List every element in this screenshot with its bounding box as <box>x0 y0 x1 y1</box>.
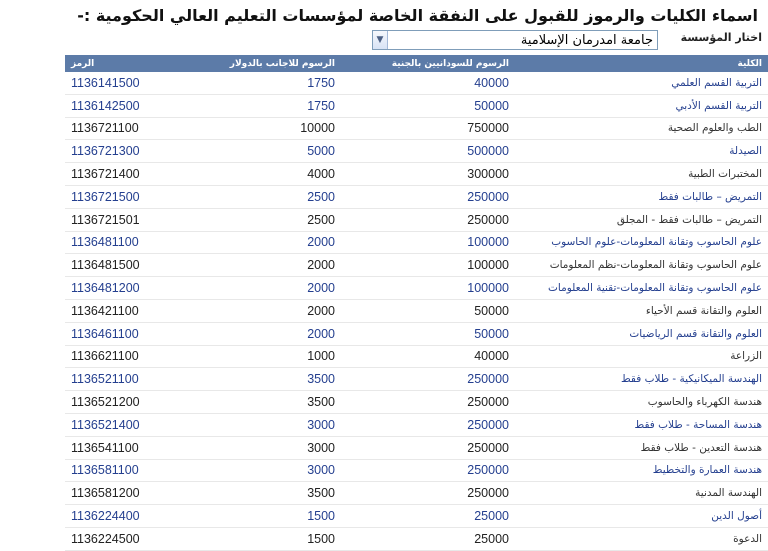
page-title: اسماء الكليات والرموز للقبول على النفقة الخاصة لمؤسسات التعليم العالي الحكومية :- <box>77 6 758 25</box>
table-row <box>65 185 768 208</box>
cell-faculty: هندسة المساحة - طلاب فقط <box>515 413 768 436</box>
cell-faculty: علوم الحاسوب وتقانة المعلومات-تقنية المعلومات <box>515 277 768 300</box>
cell-fee-usd: 3500 <box>197 482 341 505</box>
table-row <box>65 72 768 94</box>
cell-fee-sdg: 300000 <box>341 163 515 186</box>
cell-fee-usd: 3000 <box>197 459 341 482</box>
table-row <box>65 322 768 345</box>
cell-faculty: هندسة التعدين - طلاب فقط <box>515 436 768 459</box>
table-row <box>65 231 768 254</box>
cell-faculty: المختبرات الطبية <box>515 163 768 186</box>
cell-faculty: التربية القسم الأدبي <box>515 94 768 117</box>
cell-fee-usd: 1000 <box>197 345 341 368</box>
cell-fee-sdg: 250000 <box>341 185 515 208</box>
cell-faculty: التمريض – طالبات فقط <box>515 185 768 208</box>
cell-code: 1136481500 <box>65 254 197 277</box>
institution-selector-row <box>0 30 764 52</box>
cell-code: 1136521100 <box>65 368 197 391</box>
cell-fee-sdg: 750000 <box>341 117 515 140</box>
table-row <box>65 459 768 482</box>
cell-code: 1136721501 <box>65 208 197 231</box>
table-row <box>65 163 768 186</box>
cell-fee-usd: 2500 <box>197 208 341 231</box>
table-row <box>65 391 768 414</box>
cell-fee-sdg: 50000 <box>341 322 515 345</box>
cell-faculty: أصول الدين <box>515 505 768 528</box>
table-row <box>65 345 768 368</box>
table-row <box>65 299 768 322</box>
cell-faculty: الهندسة المدنية <box>515 482 768 505</box>
institution-label: اختار المؤسسة <box>680 31 762 44</box>
cell-faculty: الصيدلة <box>515 140 768 163</box>
cell-code: 1136521200 <box>65 391 197 414</box>
table-row <box>65 277 768 300</box>
cell-faculty: هندسة الكهرباء والحاسوب <box>515 391 768 414</box>
cell-fee-sdg: 100000 <box>341 231 515 254</box>
header-code: الرمز <box>65 55 197 72</box>
cell-code: 1136621100 <box>65 345 197 368</box>
table-header-row <box>65 55 768 72</box>
cell-faculty: هندسة العمارة والتخطيط <box>515 459 768 482</box>
cell-code: 1136481100 <box>65 231 197 254</box>
cell-fee-sdg: 250000 <box>341 368 515 391</box>
cell-fee-usd: 5000 <box>197 140 341 163</box>
cell-fee-usd: 1500 <box>197 527 341 550</box>
cell-faculty: الطب والعلوم الصحية <box>515 117 768 140</box>
chevron-down-icon[interactable]: ▼ <box>373 31 388 49</box>
cell-fee-usd: 1750 <box>197 72 341 94</box>
table-row <box>65 505 768 528</box>
cell-code: 1136224500 <box>65 527 197 550</box>
table-row <box>65 140 768 163</box>
cell-fee-sdg: 250000 <box>341 459 515 482</box>
institution-selected-value: جامعة امدرمان الإسلامية <box>520 33 653 48</box>
cell-fee-usd: 3500 <box>197 368 341 391</box>
table-row <box>65 413 768 436</box>
cell-code: 1136721400 <box>65 163 197 186</box>
cell-fee-sdg: 50000 <box>341 94 515 117</box>
cell-fee-usd: 3000 <box>197 436 341 459</box>
cell-fee-sdg: 500000 <box>341 140 515 163</box>
cell-fee-usd: 4000 <box>197 163 341 186</box>
cell-fee-sdg: 250000 <box>341 482 515 505</box>
table-row <box>65 208 768 231</box>
cell-fee-usd: 3500 <box>197 391 341 414</box>
cell-code: 1136142500 <box>65 94 197 117</box>
cell-fee-usd: 10000 <box>197 117 341 140</box>
cell-code: 1136541100 <box>65 436 197 459</box>
cell-faculty: التمريض – طالبات فقط - المجلق <box>515 208 768 231</box>
cell-fee-sdg: 50000 <box>341 299 515 322</box>
cell-code: 1136581200 <box>65 482 197 505</box>
cell-fee-sdg: 25000 <box>341 527 515 550</box>
cell-code: 1136521400 <box>65 413 197 436</box>
cell-faculty: الزراعة <box>515 345 768 368</box>
cell-faculty: علوم الحاسوب وتقانة المعلومات-علوم الحاسوب <box>515 231 768 254</box>
table-row <box>65 368 768 391</box>
table-row <box>65 482 768 505</box>
cell-fee-usd: 2000 <box>197 231 341 254</box>
cell-code: 1136421100 <box>65 299 197 322</box>
cell-fee-usd: 3000 <box>197 413 341 436</box>
cell-faculty: علوم الحاسوب وتقانة المعلومات-نظم المعلومات <box>515 254 768 277</box>
table-row <box>65 436 768 459</box>
cell-fee-sdg: 250000 <box>341 391 515 414</box>
cell-code: 1136224400 <box>65 505 197 528</box>
cell-fee-sdg: 100000 <box>341 254 515 277</box>
table-row <box>65 117 768 140</box>
table-row <box>65 94 768 117</box>
cell-faculty: الدعوة <box>515 527 768 550</box>
cell-code: 1136721500 <box>65 185 197 208</box>
cell-fee-usd: 2000 <box>197 322 341 345</box>
cell-fee-usd: 2000 <box>197 254 341 277</box>
cell-code: 1136141500 <box>65 72 197 94</box>
cell-fee-sdg: 250000 <box>341 208 515 231</box>
cell-fee-sdg: 40000 <box>341 345 515 368</box>
cell-fee-sdg: 40000 <box>341 72 515 94</box>
cell-fee-usd: 2000 <box>197 277 341 300</box>
cell-code: 1136721100 <box>65 117 197 140</box>
cell-fee-usd: 1500 <box>197 505 341 528</box>
table-row <box>65 254 768 277</box>
institution-select[interactable] <box>372 30 658 50</box>
cell-code: 1136461100 <box>65 322 197 345</box>
cell-fee-sdg: 250000 <box>341 413 515 436</box>
cell-fee-usd: 2000 <box>197 299 341 322</box>
cell-code: 1136581100 <box>65 459 197 482</box>
header-faculty: الكلية <box>515 55 768 72</box>
cell-faculty: الهندسة الميكانيكية - طلاب فقط <box>515 368 768 391</box>
cell-fee-usd: 2500 <box>197 185 341 208</box>
header-fee-sdg: الرسوم للسودانيين بالجنية <box>341 55 515 72</box>
cell-faculty: التربية القسم العلمي <box>515 72 768 94</box>
cell-faculty: العلوم والتقانة قسم الرياضيات <box>515 322 768 345</box>
faculties-table <box>65 55 768 551</box>
cell-code: 1136721300 <box>65 140 197 163</box>
cell-fee-usd: 1750 <box>197 94 341 117</box>
cell-faculty: العلوم والتقانة قسم الأحياء <box>515 299 768 322</box>
cell-code: 1136481200 <box>65 277 197 300</box>
header-fee-usd: الرسوم للاجانب بالدولار <box>197 55 341 72</box>
cell-fee-sdg: 25000 <box>341 505 515 528</box>
cell-fee-sdg: 250000 <box>341 436 515 459</box>
table-row <box>65 527 768 550</box>
cell-fee-sdg: 100000 <box>341 277 515 300</box>
